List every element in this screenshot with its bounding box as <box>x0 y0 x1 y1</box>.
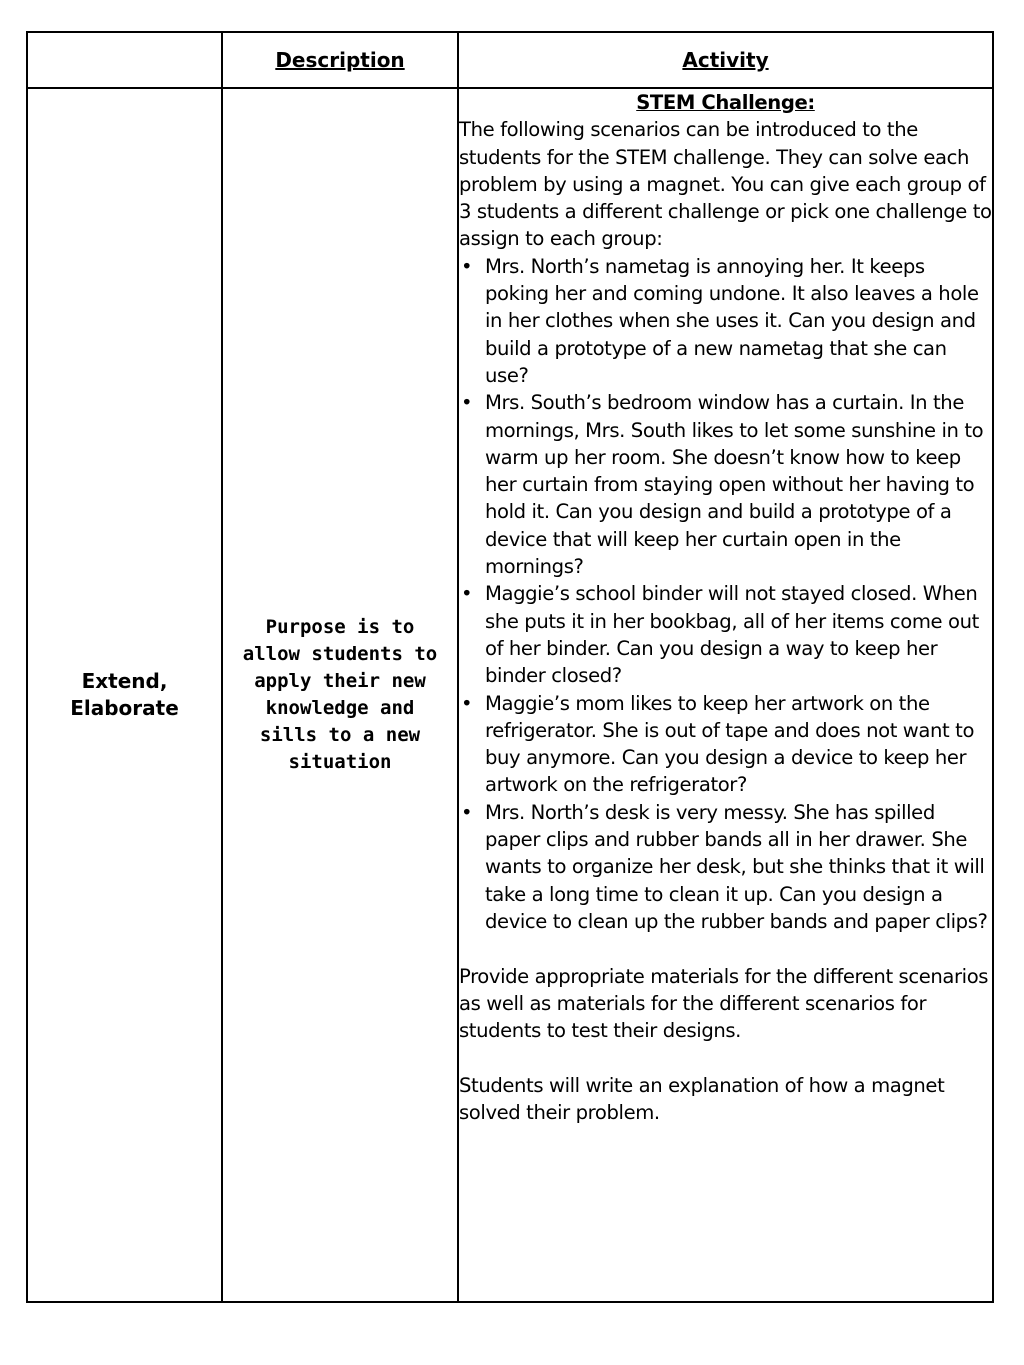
description-text: Purpose is to allow students to apply their new knowledge and sills to a new situation <box>242 616 438 773</box>
scenario-text: Maggie’s mom likes to keep her artwork on the refrigerator. She is out of tape and does not want to buy anymore. Can you design a device to keep her artwork on the refrigerator? <box>485 691 975 797</box>
bullet-icon: • <box>461 391 473 415</box>
stage-header <box>27 32 222 88</box>
header-row <box>27 32 993 88</box>
stage-cell <box>27 88 222 1302</box>
list-item <box>459 690 992 799</box>
lesson-plan-table <box>26 31 994 1303</box>
bullet-icon: • <box>461 800 473 824</box>
challenge-intro: The following scenarios can be introduced to the students for the STEM challenge. They can solve each problem by using a magnet. You can give each group of 3 students a different challenge or pick one challenge to assign to each group: <box>459 118 992 251</box>
spacer <box>459 1044 992 1071</box>
table-row <box>27 88 993 1302</box>
scenario-text: Mrs. North’s nametag is annoying her. It keeps poking her and coming undone. It also leaves a hole in her clothes when she uses it. Can you design and build a prototype of a new nametag that she can use? <box>485 254 979 387</box>
list-item <box>459 580 992 689</box>
bullet-icon: • <box>461 254 473 278</box>
bullet-icon: • <box>461 582 473 606</box>
activity-cell <box>458 88 993 1302</box>
list-item <box>459 253 992 389</box>
challenge-title: STEM Challenge: <box>636 91 815 114</box>
description-cell <box>222 88 458 1302</box>
description-header: Description <box>222 32 458 88</box>
scenario-list <box>459 253 992 935</box>
list-item <box>459 799 992 935</box>
spacer <box>459 935 992 962</box>
activity-header: Activity <box>458 32 993 88</box>
materials-text: Provide appropriate materials for the different scenarios as well as materials for the different scenarios for students to test their designs. <box>459 964 989 1043</box>
scenario-text: Mrs. South’s bedroom window has a curtain. In the mornings, Mrs. South likes to let some sunshine in to warm up her room. She doesn’t know how to keep her curtain from staying open without her having to hold it. Can you design and build a prototype of a device that will keep her curtain open in the mornings? <box>485 391 984 579</box>
scenario-text: Maggie’s school binder will not stayed closed. When she puts it in her bookbag, all of her items come out of her binder. Can you design a way to keep her binder closed? <box>485 582 979 688</box>
list-item <box>459 389 992 580</box>
stage-label: Extend, Elaborate <box>70 669 179 720</box>
scenario-text: Mrs. North’s desk is very messy. She has spilled paper clips and rubber bands all in her drawer. She wants to organize her desk, but she thinks that it will take a long time to clean it up. Can you design a device to clean up the rubber bands and paper clips? <box>485 800 988 933</box>
bullet-icon: • <box>461 691 473 715</box>
closing-text: Students will write an explanation of how a magnet solved their problem. <box>459 1073 945 1124</box>
